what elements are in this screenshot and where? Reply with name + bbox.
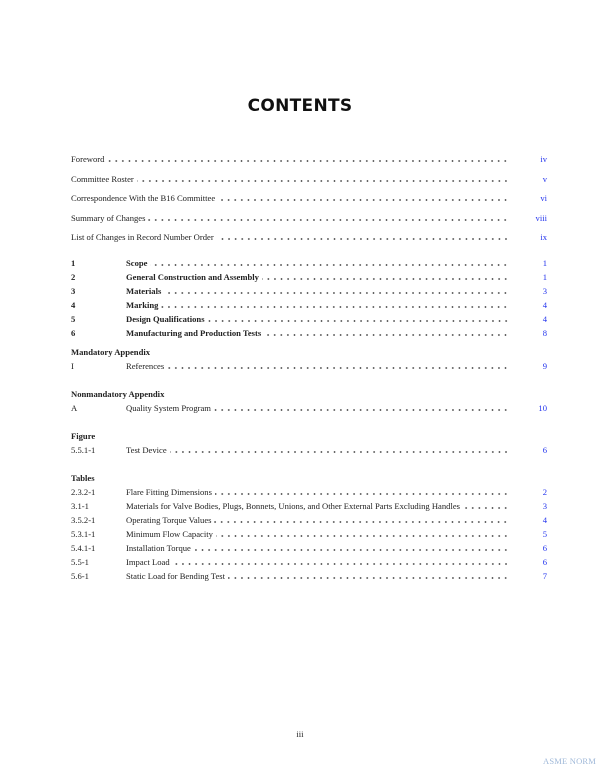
heading-figure: Figure — [71, 431, 96, 441]
dot-leader — [107, 159, 509, 163]
entry-title: Marking — [126, 299, 159, 310]
entry-title-with-leader — [126, 542, 509, 555]
entry-title: References — [126, 360, 165, 371]
entry-number: 3.5.2-1 — [71, 515, 96, 525]
entry-title-with-leader — [126, 500, 509, 513]
toc-entry[interactable] — [71, 327, 547, 340]
toc-entry[interactable] — [71, 514, 547, 527]
entry-title: Flare Fitting Dimensions — [126, 487, 212, 497]
entry-title: Summary of Changes — [71, 212, 146, 223]
toc-entry[interactable] — [71, 528, 547, 541]
entry-title: Correspondence With the B16 Committee — [71, 193, 216, 204]
page-link[interactable]: viii — [535, 212, 547, 223]
toc-entry[interactable] — [71, 570, 547, 583]
dot-leader — [463, 506, 509, 510]
entry-title: Operating Torque Values — [126, 515, 212, 525]
heading-tables: Tables — [71, 473, 95, 483]
entry-number: 5.6-1 — [71, 571, 89, 581]
toc-entry[interactable] — [71, 299, 547, 312]
page-link[interactable]: iv — [540, 154, 547, 164]
entry-title-with-leader — [126, 285, 509, 298]
heading-mandatory-appendix: Mandatory Appendix — [71, 347, 151, 357]
dot-leader — [264, 333, 509, 337]
page-title: CONTENTS — [247, 96, 353, 116]
entry-title-with-leader — [126, 514, 509, 527]
page-link[interactable]: 7 — [542, 571, 547, 581]
entry-title: Test Device — [126, 444, 167, 455]
entry-number: 5 — [71, 313, 76, 324]
entry-number: I — [71, 360, 74, 371]
page-link[interactable]: 4 — [542, 313, 547, 324]
entry-title: Design Qualifications — [126, 313, 205, 324]
dot-leader — [194, 548, 509, 552]
entry-title: Materials — [126, 285, 162, 296]
entry-title-with-leader — [126, 528, 509, 541]
dot-leader — [167, 366, 509, 370]
heading-nonmandatory-appendix: Nonmandatory Appendix — [71, 389, 165, 399]
page-link[interactable]: v — [542, 173, 547, 184]
entry-title-with-leader — [126, 570, 509, 583]
toc-entry[interactable] — [71, 257, 547, 270]
toc-entry[interactable] — [71, 271, 547, 284]
page-link[interactable]: 9 — [542, 360, 547, 371]
toc-entry[interactable] — [71, 402, 547, 415]
dot-leader — [214, 520, 509, 524]
toc-entry[interactable] — [71, 500, 547, 513]
toc-entry[interactable] — [71, 542, 547, 555]
entry-title-with-leader — [126, 313, 509, 326]
entry-title: Scope — [126, 257, 148, 268]
dot-leader — [228, 576, 509, 580]
page-link[interactable]: 1 — [542, 257, 547, 268]
entry-title: General Construction and Assembly — [126, 271, 259, 282]
page-link[interactable]: 5 — [542, 529, 547, 539]
toc-entry[interactable] — [71, 231, 547, 244]
dot-leader — [218, 198, 509, 202]
entry-title-with-leader — [71, 173, 509, 186]
toc-entry[interactable] — [71, 360, 547, 373]
dot-leader — [150, 263, 509, 267]
dot-leader — [164, 291, 509, 295]
page-link[interactable]: vi — [540, 193, 547, 204]
entry-number: 5.5.1-1 — [71, 444, 96, 455]
entry-title-with-leader — [126, 257, 509, 270]
toc-entry[interactable] — [71, 313, 547, 326]
page-link[interactable]: 6 — [542, 557, 547, 567]
page-link[interactable]: 4 — [542, 515, 547, 525]
dot-leader — [137, 179, 509, 183]
entry-number: 3 — [71, 285, 76, 296]
entry-number: 5.3.1-1 — [71, 529, 96, 539]
entry-title-with-leader — [71, 231, 509, 244]
toc-entry[interactable] — [71, 486, 547, 499]
page-link[interactable]: 3 — [542, 285, 547, 296]
entry-title: Static Load for Bending Test — [126, 571, 226, 581]
entry-title-with-leader — [126, 360, 509, 373]
entry-title-with-leader — [71, 153, 509, 166]
entry-title: Quality System Program — [126, 402, 211, 413]
entry-title: Impact Load — [126, 557, 170, 567]
dot-leader — [148, 218, 509, 222]
toc-entry[interactable] — [71, 556, 547, 569]
dot-leader — [216, 534, 509, 538]
entry-number: 2.3.2-1 — [71, 487, 96, 497]
page-link[interactable]: 1 — [542, 271, 547, 282]
entry-title-with-leader — [126, 402, 509, 415]
entry-title-with-leader — [71, 212, 509, 225]
entry-title-with-leader — [126, 271, 509, 284]
entry-title: Foreword — [71, 154, 105, 164]
entry-title: Minimum Flow Capacity — [126, 529, 213, 539]
toc-entry[interactable] — [71, 153, 547, 166]
page-link[interactable]: 2 — [542, 487, 547, 497]
page-link[interactable]: 8 — [542, 327, 547, 338]
page-link[interactable]: 10 — [538, 402, 547, 413]
entry-number: 1 — [71, 257, 76, 268]
entry-title: Materials for Valve Bodies, Plugs, Bonnets, Unions, and Other External Parts Excluding Handles — [126, 501, 460, 511]
page-link[interactable]: 6 — [542, 543, 547, 553]
entry-title-with-leader — [71, 192, 509, 205]
entry-title: Manufacturing and Production Tests — [126, 327, 262, 338]
dot-leader — [161, 305, 509, 309]
dot-leader — [173, 562, 509, 566]
entry-number: 6 — [71, 327, 76, 338]
dot-leader — [214, 408, 509, 412]
toc-entry[interactable] — [71, 192, 547, 205]
entry-number: 4 — [71, 299, 76, 310]
entry-title: List of Changes in Record Number Order — [71, 232, 214, 243]
toc-entry[interactable] — [71, 444, 547, 457]
entry-title-with-leader — [126, 444, 509, 457]
page-link[interactable]: 6 — [542, 444, 547, 455]
entry-number: 3.1-1 — [71, 501, 89, 511]
dot-leader — [170, 450, 509, 454]
toc-entry[interactable] — [71, 212, 547, 225]
entry-title: Installation Torque — [126, 543, 191, 553]
page-link[interactable]: ix — [540, 232, 547, 243]
toc-entry[interactable] — [71, 285, 547, 298]
entry-title-with-leader — [126, 556, 509, 569]
entry-title-with-leader — [126, 327, 509, 340]
dot-leader — [215, 492, 509, 496]
entry-number: A — [71, 402, 78, 413]
dot-leader — [262, 277, 509, 281]
entry-title-with-leader — [126, 299, 509, 312]
watermark-logo: ASME NORM — [543, 756, 597, 766]
entry-number: 5.4.1-1 — [71, 543, 96, 553]
entry-number: 2 — [71, 271, 76, 282]
page-number: iii — [296, 729, 304, 739]
dot-leader — [217, 237, 509, 241]
entry-number: 5.5-1 — [71, 557, 89, 567]
dot-leader — [208, 319, 509, 323]
page-link[interactable]: 4 — [542, 299, 547, 310]
toc-entry[interactable] — [71, 173, 547, 186]
entry-title: Committee Roster — [71, 173, 134, 184]
entry-title-with-leader — [126, 486, 509, 499]
page-link[interactable]: 3 — [542, 501, 547, 511]
